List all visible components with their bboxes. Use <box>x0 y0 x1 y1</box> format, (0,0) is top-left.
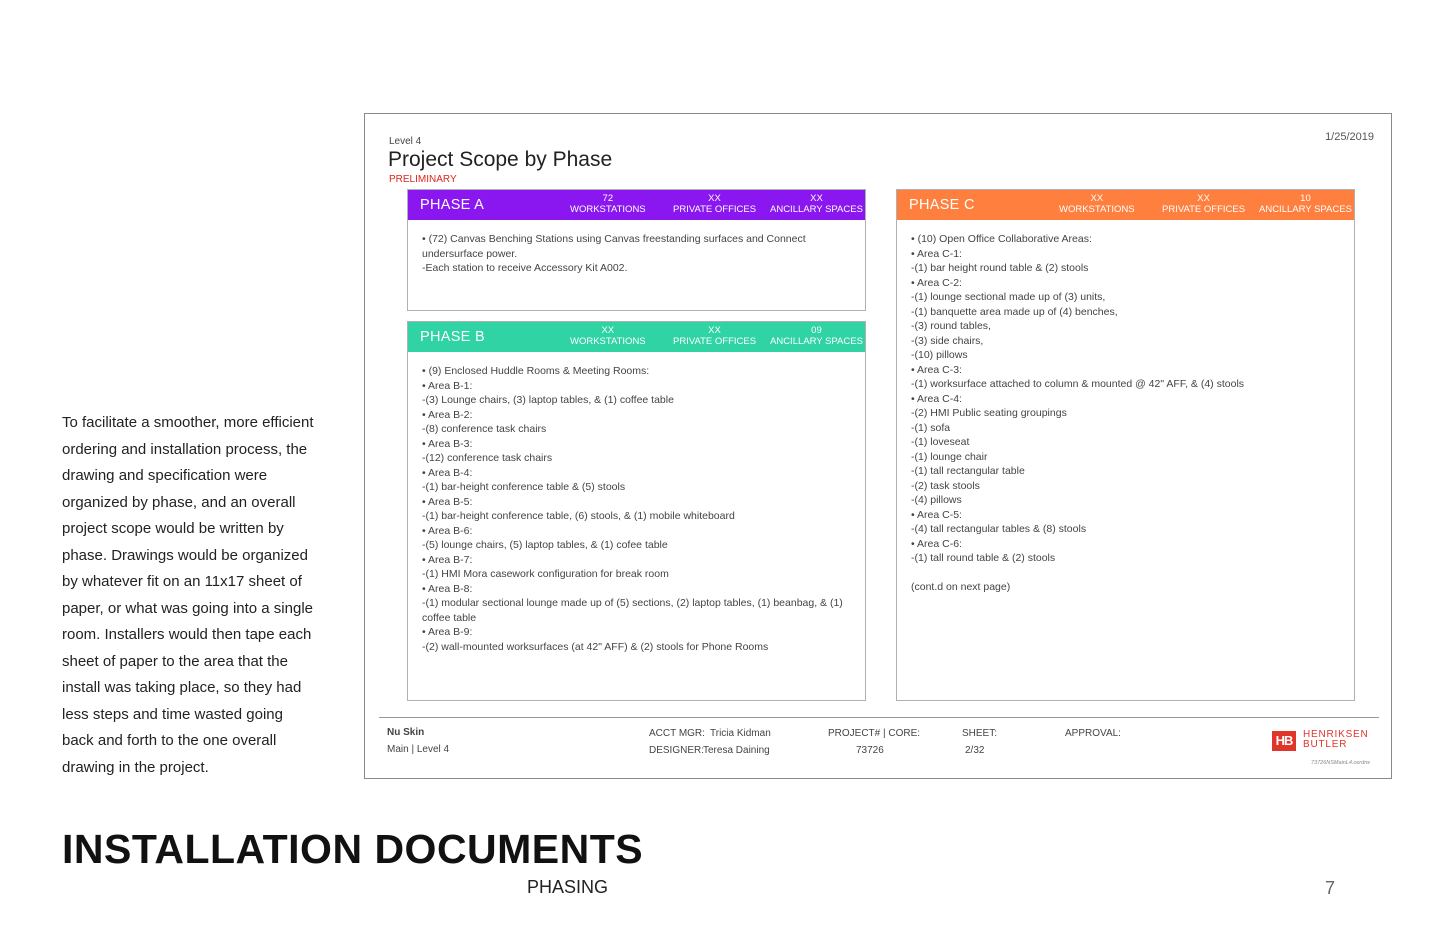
phase-a-stat-ancillary: XX ANCILLARY SPACES <box>770 193 863 215</box>
phase-c-title: PHASE C <box>909 197 975 213</box>
scope-line: -(4) tall rectangular tables & (8) stools <box>911 523 1087 535</box>
scope-line: • Area B-8: <box>422 582 473 595</box>
approval-label: APPROVAL: <box>1065 728 1121 739</box>
phase-c-scope <box>897 220 1354 603</box>
scope-line: -(2) wall-mounted worksurfaces (at 42" AFF) & (2) stools for Phone Rooms <box>422 640 769 653</box>
phase-c-header <box>897 190 1354 220</box>
page-number: 7 <box>1325 878 1336 898</box>
scope-line: -Each station to receive Accessory Kit A002. <box>422 262 628 274</box>
scope-line: • Area C-6: <box>911 537 962 550</box>
phase-a-title: PHASE A <box>420 197 485 213</box>
scope-line: -(1) HMI Mora casework configuration for break room <box>422 568 669 580</box>
scope-line: -(2) task stools <box>911 479 980 492</box>
scope-line: • (10) Open Office Collaborative Areas: <box>911 233 1092 245</box>
scope-line: • Area C-2: <box>911 276 962 289</box>
scope-line: • Area B-6: <box>422 524 473 537</box>
scope-line: -(1) loveseat <box>911 436 970 448</box>
description-text: To facilitate a smoother, more efficient ordering and installation process, the drawing and specification were organized by phase, and an overall project scope would be written by phase. Drawings would be organized by whatever fit on an 11x17 sheet of paper, or what was going into a single room. Installers would then tape each sheet of paper to the area that the install was taking place, so they had less steps and time wasted going back and forth to the one overall drawing in the project. <box>62 414 314 776</box>
file-reference: 73726NSMainL4.cerdrw <box>1311 760 1371 766</box>
scope-line: • Area B-1: <box>422 379 473 392</box>
scope-line: • Area B-3: <box>422 437 473 450</box>
scope-line: -(4) pillows <box>911 494 962 506</box>
scope-line: -(3) Lounge chairs, (3) laptop tables, & (1) coffee table <box>422 394 674 406</box>
client-location: Main | Level 4 <box>387 744 450 755</box>
designer-label: DESIGNER: <box>649 745 705 756</box>
scope-line: -(12) conference task chairs <box>422 452 553 464</box>
phase-a-scope <box>408 220 865 284</box>
phase-a-stat-private-offices: XX PRIVATE OFFICES <box>673 193 757 215</box>
scope-line: -(2) HMI Public seating groupings <box>911 407 1067 419</box>
scope-line: -(1) tall round table & (2) stools <box>911 552 1056 564</box>
drawing-sheet <box>364 113 1392 779</box>
scope-line: • Area C-5: <box>911 508 962 521</box>
phase-a-card <box>407 189 866 311</box>
scope-line: -(1) lounge sectional made up of (3) units, <box>911 291 1106 303</box>
phase-b-stat-workstations: XX WORKSTATIONS <box>570 325 646 347</box>
page-subtitle: PHASING <box>527 877 609 897</box>
scope-line: -(1) tall rectangular table <box>911 465 1025 477</box>
phase-b-stat-ancillary: 09 ANCILLARY SPACES <box>770 325 863 347</box>
sheet-number: 2/32 <box>965 745 985 756</box>
scope-line: -(1) bar-height conference table & (5) stools <box>422 481 626 493</box>
scope-line: -(1) sofa <box>911 421 951 434</box>
scope-line: -(8) conference task chairs <box>422 423 547 435</box>
preliminary-label: PRELIMINARY <box>389 174 457 185</box>
hb-logo-mark: HB <box>1272 731 1296 751</box>
company-logo-text: HENRIKSEN BUTLER <box>1303 729 1369 750</box>
phase-b-card <box>407 321 866 701</box>
phase-c-stat-private-offices: XX PRIVATE OFFICES <box>1162 193 1246 215</box>
scope-line: • Area C-3: <box>911 363 962 376</box>
project-core-label: PROJECT# | CORE: <box>828 728 921 739</box>
sheet-date: 1/25/2019 <box>1325 131 1374 143</box>
phase-b-title: PHASE B <box>420 329 485 345</box>
scope-line: -(10) pillows <box>911 349 968 361</box>
scope-line: • Area B-4: <box>422 466 473 479</box>
project-number: 73726 <box>856 745 884 756</box>
scope-line: (cont.d on next page) <box>911 581 1011 593</box>
phase-b-header <box>408 322 865 352</box>
scope-line: • (9) Enclosed Huddle Rooms & Meeting Rooms: <box>422 365 650 377</box>
sheet-level: Level 4 <box>389 136 422 147</box>
scope-line: • Area B-2: <box>422 408 473 421</box>
designer-value: Teresa Daining <box>703 745 770 756</box>
phase-c-card <box>896 189 1355 701</box>
scope-line: • Area B-7: <box>422 553 473 566</box>
scope-line: • Area B-5: <box>422 495 473 508</box>
scope-line: • Area C-4: <box>911 392 962 405</box>
scope-line <box>911 566 1340 581</box>
phase-c-stat-ancillary: 10 ANCILLARY SPACES <box>1259 193 1352 215</box>
scope-line: -(1) bar-height conference table, (6) stools, & (1) mobile whiteboard <box>422 510 735 522</box>
scope-line: • (72) Canvas Benching Stations using Canvas freestanding surfaces and Connect undersurface power. <box>422 233 806 260</box>
scope-line: • Area C-1: <box>911 247 962 260</box>
page-title: INSTALLATION DOCUMENTS <box>62 826 644 872</box>
client-name: Nu Skin <box>387 727 425 738</box>
sheet-title: Project Scope by Phase <box>388 148 613 171</box>
scope-line: -(3) round tables, <box>911 320 991 332</box>
scope-line: -(5) lounge chairs, (5) laptop tables, & (1) cofee table <box>422 539 668 551</box>
phase-c-stat-workstations: XX WORKSTATIONS <box>1059 193 1135 215</box>
scope-line: • Area B-9: <box>422 626 473 638</box>
sheet-label: SHEET: <box>962 728 998 739</box>
acct-mgr-label: ACCT MGR: <box>649 728 705 739</box>
scope-line: -(1) modular sectional lounge made up of (5) sections, (2) laptop tables, (1) beanbag, & (1) coffee table <box>422 597 843 624</box>
title-block-divider <box>379 717 1379 718</box>
scope-line: -(1) bar height round table & (2) stools <box>911 262 1089 274</box>
phase-b-scope <box>408 352 865 662</box>
phase-a-header <box>408 190 865 220</box>
phase-a-stat-workstations: 72 WORKSTATIONS <box>570 193 646 215</box>
scope-line: -(1) banquette area made up of (4) benches, <box>911 305 1118 318</box>
scope-line: -(3) side chairs, <box>911 334 984 347</box>
phase-b-stat-private-offices: XX PRIVATE OFFICES <box>673 325 757 347</box>
scope-line: -(1) worksurface attached to column & mounted @ 42" AFF, & (4) stools <box>911 378 1245 390</box>
scope-line: -(1) lounge chair <box>911 450 988 463</box>
acct-mgr-value: Tricia Kidman <box>710 728 771 739</box>
